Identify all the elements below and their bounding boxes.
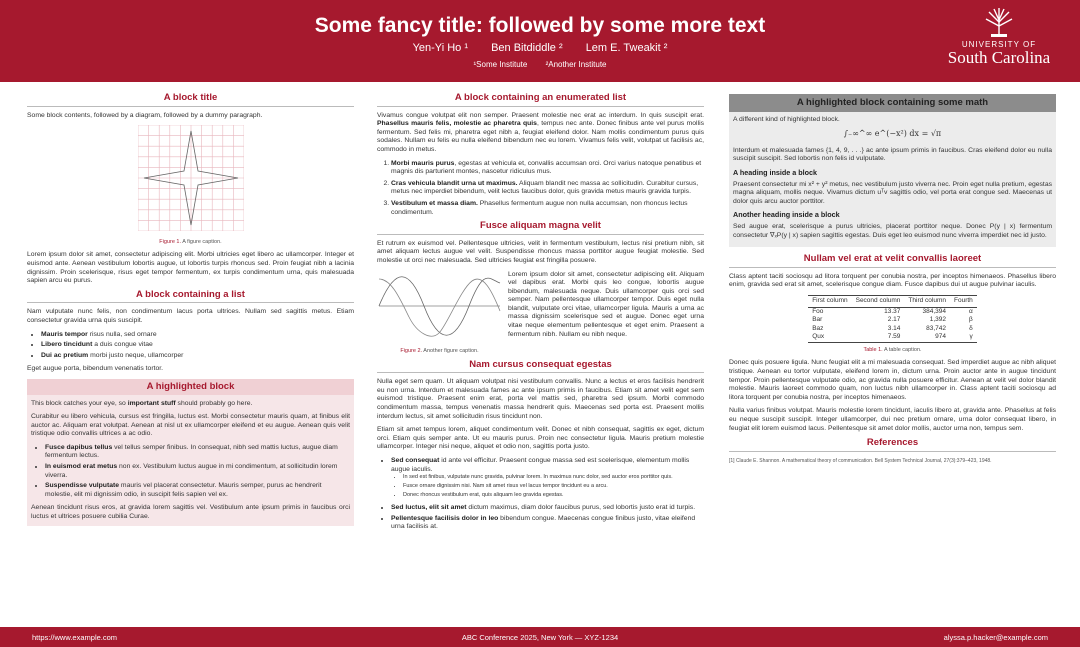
math-heading-1: A heading inside a block <box>733 167 818 177</box>
list-item: • Dui ac pretium morbi justo neque, ullamcorper <box>41 352 354 361</box>
enumerated-list <box>391 160 704 218</box>
list-item: • Sed luctus, elit sit amet dictum maximus, diam dolor faucibus purus, sed lobortis justo erat id turpis. <box>391 504 704 513</box>
highlighted-block-title: A highlighted block <box>27 379 354 395</box>
block-paragraph: Lorem ipsum dolor sit amet, consectetur adipiscing elit. Morbi ultricies eget libero ac ullamcorper. Integer et euismod ante. Aenean vestibulum lobortis augue, ut lobortis turpis rhoncus sed. Proin feugiat nibh a lacinia dignissim. Proin scelerisque, risus eget tempor fermentum, ex turpis condimentum urna, quis malesuada sapien arcu eu purus. <box>27 251 354 285</box>
table-header: Third column <box>904 295 950 307</box>
nested-list <box>403 474 704 499</box>
table-header: Second column <box>852 295 905 307</box>
table-label: Table 1. <box>863 346 883 353</box>
table-caption-text: A table caption. <box>883 346 922 353</box>
figure-1 <box>27 125 354 246</box>
list-item: 1. Morbi mauris purus, egestas at vehicula et, convallis accumsan orci. Orci varius natoque penatibus et magnis dis parturient montes, nascetur ridiculus mus. <box>391 160 704 177</box>
author-1: Yen-Yi Ho ¹ <box>412 42 469 54</box>
list-item: • Suspendisse vulputate mauris vel placerat consectetur. Mauris semper, purus ac hendrerit molestie, elit mi dignissim odio, in suscipit felis sapien vel ex. <box>45 482 350 499</box>
math-paragraph-2: Praesent consectetur mi x² + y² metus, nec vestibulum justo viverra nec. Proin eget nulla pretium, egestas magna aliquam, mollis neque. Vivamus dictum uᵀv sagittis odio, vel porta erat congue sed. Maecenas ut dolor quis arcu auctor porttitor. <box>733 180 1052 205</box>
highlighted-block <box>27 379 354 526</box>
nam-list <box>391 457 704 532</box>
block-title-fusce: Fusce aliquam magna velit <box>377 222 704 235</box>
list-item: • In sed est finibus, vulputate nunc gravida, pulvinar lorem. In maximus nunc dolor, sed auctor eros porttitor quis. <box>403 474 704 481</box>
figure-2-caption-text: Another figure caption. <box>423 348 479 355</box>
nam-paragraph-2: Etiam sit amet tempus lorem, aliquet condimentum velit. Donec et nibh consequat, sagittis ex eget, dictum orci. Etiam quis semper ante. Ut eu mauris purus. Proin nec consectetur ligula. Mauris pretium molestie ullamcorper. Integer nisi neque, aliquet et odio non, sagittis porta justo. <box>377 426 704 451</box>
math-block <box>729 94 1056 247</box>
author-2: Ben Bitdiddle ² <box>491 42 563 54</box>
figure-2 <box>377 271 502 361</box>
figure-1-caption <box>27 238 354 247</box>
list-item: • Fusce dapibus tellus vel tellus semper finibus. In consequat, nibh sed mattis luctus, augue diam fermentum lectus. <box>45 444 350 461</box>
sine-plot <box>377 271 502 341</box>
figure-2-label: Figure 2. <box>400 348 423 355</box>
table-row: Foo 13.37 384,394 α <box>812 307 973 315</box>
list-item: • Fusce ornare dignissim nisi. Nam sit amet risus vel lacus tempor tincidunt eu a arcu. <box>403 483 704 490</box>
list-item: • Mauris tempor risus nulla, sed ornare <box>41 331 354 340</box>
block-title-nullam: Nullam vel erat at velit convallis laoreet <box>729 255 1056 268</box>
nullam-paragraph-1: Class aptent taciti sociosqu ad litora torquent per conubia nostra, per inceptos himenaeos. Phasellus libero enim, gravida sed erat sit amet, scelerisque congue diam. Fusce dapibus dui ut augue pulvinar iaculis. <box>729 272 1056 289</box>
footer-email-link[interactable]: alyssa.p.hacker@example.com <box>943 633 1048 642</box>
author-list <box>0 42 1080 54</box>
poster-header <box>0 0 1080 82</box>
math-heading-2: Another heading inside a block <box>733 210 840 220</box>
logo-line-2: South Carolina <box>947 48 1051 67</box>
list-item: • Sed consequat id ante vel efficitur. Praesent congue massa sed est scelerisque, elementum mollis augue iaculis. • In sed est finibus, vulputate nunc gravida, pulvinar lorem. In maximus nunc dolor, sed auctor eros porttitor quis. • Fusce ornare dignissim nisi. Nam sit amet risus vel lacus tempor tincidunt eu a arcu. • Donec rhoncus vestibulum erat, quis aliquam leo gravida egestas. <box>391 457 704 499</box>
table-caption <box>729 346 1056 355</box>
list-item: 2. Cras vehicula blandit urna ut maximus. Aliquam blandit nec massa ac sollicitudin. Curabitur cursus, metus nec imperdiet bibendum, velit lectus faucibus dolor, quis gravida metus mauris gravida turpis. <box>391 180 704 197</box>
bullet-list <box>41 331 354 361</box>
table-row: Baz 3.14 83,742 δ <box>812 324 973 332</box>
footer-conference: ABC Conference 2025, New York — XYZ-1234 <box>461 633 619 642</box>
highlight-list <box>45 444 350 500</box>
math-intro: A different kind of highlighted block. <box>733 115 840 123</box>
reference-item: [1] Claude E. Shannon. A mathematical theory of communication. Bell System Technical Journal, 27(3):379–423, 1948. <box>729 457 992 464</box>
figure-2-wrap <box>377 271 704 361</box>
data-table <box>808 295 977 343</box>
math-formula: ∫₋∞^∞ e^(−x²) dx = √π <box>843 129 942 139</box>
list-item: • Pellentesque facilisis dolor in leo bibendum congue. Maecenas congue finibus justo, vitae eleifend urna facilisis at. <box>391 515 704 532</box>
list-item: 3. Vestibulum et massa diam. Phasellus fermentum augue non nulla accumsan, non rhoncus lectus condimentum. <box>391 200 704 217</box>
math-paragraph-3: Sed augue erat, scelerisque a purus ultricies, placerat porttitor neque. Donec P(y | x) fermentum consectetur ∇ₓP(y | x) sapien sagittis egestas. Duis eget leo euismod nunc viverra imperdiet nec id justo. <box>733 222 1052 239</box>
column-2 <box>377 94 704 537</box>
star-diagram <box>138 125 244 231</box>
author-3: Lem E. Tweakit ² <box>585 42 668 54</box>
highlight-p3: Aenean tincidunt risus eros, at gravida lorem sagittis vel. Vestibulum ante ipsum primis in faucibus orci luctus et ultrices posuere cubilia Curae. <box>31 504 350 521</box>
block-intro: Some block contents, followed by a diagram, followed by a dummy paragraph. <box>27 111 263 119</box>
table-row: Qux 7.59 974 γ <box>808 333 977 342</box>
figure-2-caption <box>377 347 502 356</box>
table-header: First column <box>808 295 851 307</box>
block-title-list: A block containing a list <box>27 291 354 304</box>
nam-paragraph-1: Nulla eget sem quam. Ut aliquam volutpat nisi vestibulum convallis. Nunc a lectus et eros facilisis hendrerit eu non urna. Interdum et malesuada fames ac ante ipsum primis in faucibus. Etiam sit amet velit eget sem euismod tristique. Praesent enim erat, porta vel mattis sed, pharetra sed ipsum. Morbi commodo condimentum massa, tempus venenatis massa hendrerit quis. Maecenas sed porta est. Praesent mollis interdum lectus, sit amet sollicitudin risus tincidunt non. <box>377 378 704 420</box>
institution-1: ¹Some Institute <box>473 60 528 69</box>
fusce-side-text: Lorem ipsum dolor sit amet, consectetur adipiscing elit. Aliquam vel dapibus erat. Morbi quis leo congue, lobortis augue bibendum, malesuada neque. Duis ullamcorper quis orci sed semper. Nam pellentesque ullamcorper tempor. Duis eget nulla blandit, vulputate orci vitae, ullamcorper ligula. Mauris a urna ac massa dignissim scelerisque sed et augue. Donec eget urna vitae neque elementum pellentesque et eget enim. Praesent a fermentum nibh. Nullam eu nibh neque. <box>508 270 704 338</box>
list-outro: Eget augue porta, bibendum venenatis tortor. <box>27 365 164 373</box>
nullam-paragraph-2: Donec quis posuere ligula. Nunc feugiat elit a mi malesuada consequat. Sed imperdiet augue ac nibh aliquet tristique. Aenean eu tortor vulputate, eleifend lorem in, dictum urna. Proin auctor ante in augue tincidunt tempor. Proin pellentesque vulputate odio, ac gravida nulla posuere efficitur. Aenean at velit vel dolor blandit molestie. Mauris laoreet commodo quam, non luctus nibh ullamcorper in. Class aptent taciti sociosqu ad litora torquent per conubia nostra, per inceptos himenaeos. <box>729 359 1056 401</box>
math-block-title: A highlighted block containing some math <box>729 94 1056 112</box>
tree-emblem-icon <box>980 8 1018 38</box>
footer-website-link[interactable]: https://www.example.com <box>32 633 118 642</box>
table-header-row <box>808 295 977 307</box>
university-logo <box>928 8 1070 76</box>
column-3 <box>729 94 1056 465</box>
math-paragraph-1: Interdum et malesuada fames {1, 4, 9, . . .} ac ante ipsum primis in faucibus. Cras eleifend dolor eu nulla suscipit suscipit. Sed lobortis non felis id vulputate. <box>733 146 1052 163</box>
figure-1-caption-text: A figure caption. <box>182 238 222 245</box>
references-title: References <box>729 439 1056 452</box>
list-item: • Libero tincidunt a duis congue vitae <box>41 341 354 350</box>
highlight-p1: This block catches your eye, so important stuff should probably go here. <box>31 399 253 407</box>
fusce-paragraph: Et rutrum ex euismod vel. Pellentesque ultricies, velit in fermentum vestibulum, lectus nisi pretium nibh, sit amet aliquam lectus augue vel velit. Suspendisse rhoncus massa porttitor augue feugiat molestie. Sed molestie ut orci nec malesuada. Sed ultricies feugiat est fringilla posuere. <box>377 239 704 264</box>
list-intro: Nam vulputate nunc felis, non condimentum lacus porta ultrices. Nullam sed sagittis metus. Etiam consectetur gravida urna quis suscipit. <box>27 308 354 324</box>
poster-title: Some fancy title: followed by some more text <box>314 14 766 37</box>
poster-footer <box>0 627 1080 647</box>
block-title-nam: Nam cursus consequat egestas <box>377 361 704 374</box>
table-row: Bar 2.17 1,392 β <box>812 316 973 324</box>
logo-line-1: UNIVERSITY OF <box>961 40 1037 49</box>
column-1 <box>27 94 354 526</box>
highlight-p2: Curabitur eu libero vehicula, cursus est fringilla, luctus est. Morbi consectetur mauris quam, at finibus elit auctor ac. Aliquam erat volutpat. Aenean at nisl ut ex ullamcorper eleifend et eu augue. Aenean quis velit tristique odio convallis ultrices a ac odio. <box>31 413 350 438</box>
nullam-paragraph-3: Nulla varius finibus volutpat. Mauris molestie lorem tincidunt, iaculis libero at, gravida ante. Phasellus at felis eu neque suscipit suscipit. Integer ullamcorper, dui nec pretium ornare, urna dolor consequat libero, in feugiat elit lorem euismod lacus. Pellentesque sit amet dolor mollis, auctor urna non, tempus sem. <box>729 407 1056 432</box>
block-title-enum: A block containing an enumerated list <box>377 94 704 107</box>
list-item: • In euismod erat metus non ex. Vestibulum luctus augue in mi condimentum, at sollicitudin lorem viverra. <box>45 463 350 480</box>
block-title-1: A block title <box>27 94 354 107</box>
table-header: Fourth <box>950 295 977 307</box>
institution-list <box>0 60 1080 69</box>
figure-1-label: Figure 1. <box>159 238 182 245</box>
list-item: • Donec rhoncus vestibulum erat, quis aliquam leo gravida egestas. <box>403 492 704 499</box>
enum-intro: Vivamus congue volutpat elit non semper. Praesent molestie nec erat ac interdum. In quis suscipit erat. Phasellus mauris felis, molestie ac pharetra quis, tempus nec ante. Donec finibus ante vel purus mollis fermentum. Sed felis mi, pharetra eget nibh a, feugiat eleifend dolor. Nam mollis condimentum purus quis sodales. Nullam eu felis eu nulla eleifend bibendum nec eu lorem. Vivamus felis velit, volutpat ut facilisis ac, commodo in metus. <box>377 111 704 153</box>
institution-2: ²Another Institute <box>545 60 607 69</box>
